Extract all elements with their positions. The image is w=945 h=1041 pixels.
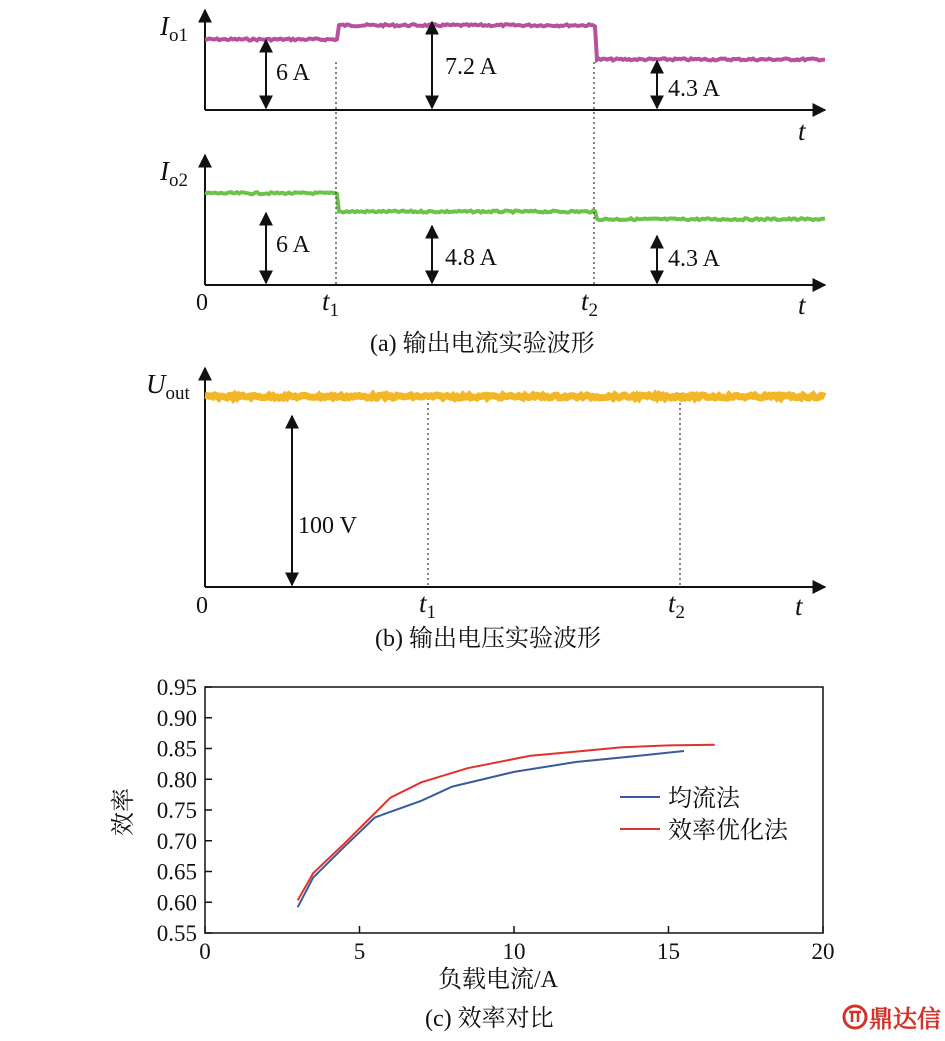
io2-annotation-3: 4.3 A [668, 246, 721, 272]
y-tick-label: 0.95 [156, 675, 197, 700]
io2-x-label: t [798, 290, 806, 320]
series-line-2 [298, 745, 715, 901]
panel-io2 [159, 155, 825, 321]
uout-origin-label: 0 [196, 593, 208, 619]
io2-marker-t2: $t_2$ [581, 286, 599, 321]
y-tick-label: 0.75 [156, 798, 197, 823]
legend-label-1: 均流法 [668, 786, 740, 812]
watermark-logo-mark [849, 1012, 861, 1022]
io2-marker-t1: $t_1$ [322, 286, 340, 321]
watermark-logo-icon [844, 1006, 866, 1028]
x-tick-label: 15 [657, 939, 680, 964]
efficiency-x-ticks [199, 926, 834, 964]
io2-y-label: $I_{o2}$ [160, 156, 188, 191]
efficiency-y-ticks [157, 675, 212, 946]
x-tick-label: 10 [502, 939, 526, 964]
io1-annotation-1: 6 A [276, 60, 311, 86]
x-tick-label: 5 [353, 939, 366, 964]
y-tick-label: 0.60 [156, 890, 197, 916]
caption-a: (a) 输出电流实验波形 [370, 331, 595, 357]
panel-io1 [159, 10, 825, 146]
efficiency-y-label: 效率 [111, 788, 137, 836]
efficiency-series [298, 745, 715, 907]
y-tick-label: 0.55 [156, 921, 197, 946]
watermark-text: 鼎达信 [869, 1005, 941, 1033]
panel-uout [146, 368, 825, 623]
panel-efficiency [110, 675, 835, 993]
uout-x-label: t [795, 591, 803, 621]
io2-origin-label: 0 [196, 290, 208, 316]
io1-y-label: $I_{o1}$ [160, 11, 188, 46]
efficiency-legend [620, 785, 789, 844]
uout-waveform [205, 395, 825, 398]
x-tick-label: 20 [811, 939, 835, 964]
y-tick-label: 0.80 [156, 767, 197, 793]
io2-waveform [205, 192, 825, 220]
watermark [844, 1005, 941, 1033]
y-tick-label: 0.90 [156, 705, 197, 731]
legend-label-2: 效率优化法 [668, 818, 788, 844]
efficiency-x-label: 负载电流/A [438, 967, 558, 993]
caption-c: (c) 效率对比 [425, 1006, 554, 1032]
y-tick-label: 0.65 [156, 859, 197, 885]
uout-marker-t1: $t_1$ [419, 588, 437, 623]
io1-waveform [205, 24, 825, 60]
uout-y-label: $U_{out}$ [146, 369, 190, 404]
io2-annotation-1: 6 A [276, 232, 311, 258]
io1-annotation-3: 4.3 A [668, 76, 721, 102]
io1-x-label: t [798, 116, 806, 146]
x-tick-label: 0 [199, 939, 211, 964]
io2-annotation-2: 4.8 A [445, 245, 498, 271]
y-tick-label: 0.70 [156, 828, 197, 854]
uout-annotation: 100 V [298, 513, 357, 539]
y-tick-label: 0.85 [156, 736, 197, 762]
uout-marker-t2: $t_2$ [668, 588, 686, 623]
caption-b: (b) 输出电压实验波形 [375, 626, 601, 652]
io1-annotation-2: 7.2 A [445, 54, 498, 80]
